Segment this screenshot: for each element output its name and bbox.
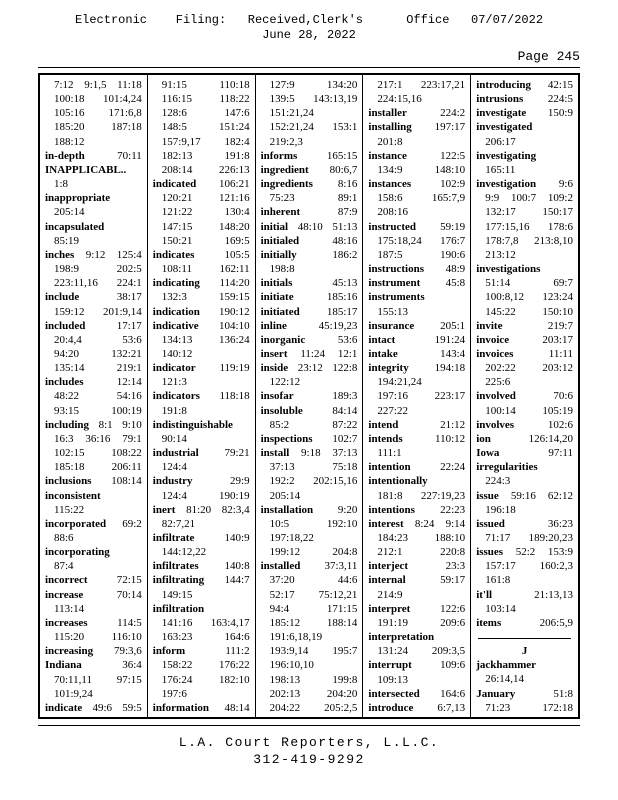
index-continuation-line: 122:12 <box>269 376 301 389</box>
index-entry-line: inherent 87:9 <box>260 206 358 219</box>
index-entry-line: instance 122:5 <box>368 149 466 162</box>
index-continuation-line: 188:12 <box>54 135 85 148</box>
index-entry-line: including 8:1 9:10 <box>45 418 142 431</box>
index-entry-line: initiated 185:17 <box>260 305 358 318</box>
index-continuation-line: 214:9 <box>377 588 403 601</box>
index-entry-line: inline 45:19,23 <box>260 319 358 332</box>
index-continuation-line: 196:18 <box>485 503 516 516</box>
index-entry-line: instructions 48:9 <box>368 263 466 276</box>
index-entry-line: issued 36:23 <box>476 517 573 530</box>
index-continuation-line: 52:17 75:12,21 <box>269 588 358 601</box>
index-entry-line: indistinguishable <box>152 418 233 431</box>
index-continuation-line: 181:8 227:19,23 <box>377 489 466 502</box>
index-continuation-line: 212:1 220:8 <box>377 546 466 559</box>
index-continuation-line: 26:14,14 <box>485 673 524 686</box>
index-entry-line: internal 59:17 <box>368 574 466 587</box>
index-continuation-line: 197:18,22 <box>269 532 314 544</box>
index-continuation-line: 202:13 204:20 <box>269 687 358 700</box>
index-entry-line: increasing 79:3,6 <box>45 645 142 658</box>
index-continuation-line: 113:14 <box>54 602 85 615</box>
index-entry-line: Indiana 36:4 <box>45 659 142 672</box>
index-entry-line: infiltrates 140:8 <box>152 560 250 573</box>
index-entry-line: infiltrating 144:7 <box>152 574 250 587</box>
index-entry-line: installed 37:3,11 <box>260 560 358 573</box>
index-continuation-line: 193:9,14 195:7 <box>269 645 358 658</box>
index-entry-line: intersected 164:6 <box>368 687 466 700</box>
index-entry-line: intention 22:24 <box>368 461 466 474</box>
efiling-stamp <box>38 13 580 43</box>
index-continuation-line: 185:12 188:14 <box>269 616 358 629</box>
index-continuation-line: 93:15 100:19 <box>54 404 142 417</box>
reporter-company: L.A. Court Reporters, L.L.C. <box>178 735 440 750</box>
index-entry-line: inclusions 108:14 <box>45 475 142 488</box>
index-continuation-line: 121:22 130:4 <box>161 206 250 219</box>
index-continuation-line: 75:23 89:1 <box>269 192 358 205</box>
index-entry-line: irregularities <box>476 461 538 474</box>
index-entry-line: ingredient 80:6,7 <box>260 163 358 176</box>
index-entry-line: issues 52:2 153:9 <box>476 546 573 559</box>
index-continuation-line: 206:17 <box>485 135 516 148</box>
index-entry-line: investigating <box>476 149 537 162</box>
index-continuation-line: 213:12 <box>485 248 516 261</box>
index-continuation-line: 196:10,10 <box>269 659 314 672</box>
index-continuation-line: 224:3 <box>485 475 511 488</box>
index-entry-line: inspections 102:7 <box>260 432 358 445</box>
index-continuation-line: 131:24 209:3,5 <box>377 645 466 658</box>
index-continuation-line: 198:13 199:8 <box>269 673 358 686</box>
index-continuation-line: 197:6 <box>161 687 187 700</box>
index-entry-line: invoice 203:17 <box>476 333 573 346</box>
index-entry-line: installing 197:17 <box>368 121 466 134</box>
word-index-box <box>38 73 580 719</box>
index-continuation-line: 165:11 <box>485 163 516 176</box>
index-entry-line: Iowa 97:11 <box>476 447 573 460</box>
index-entry-line: installation 9:20 <box>260 503 358 516</box>
index-continuation-line: 159:12 201:9,14 <box>54 305 142 318</box>
index-entry-line: invoices 11:11 <box>476 347 573 360</box>
index-entry-line: indicative 104:10 <box>152 319 250 332</box>
index-entry-line: indicate 49:6 59:5 <box>45 701 142 714</box>
index-entry-line: investigate 150:9 <box>476 107 573 120</box>
index-entry-line: incorporated 69:2 <box>45 517 142 530</box>
index-entry-line: insofar 189:3 <box>260 390 358 403</box>
index-entry-line: included 17:17 <box>45 319 142 332</box>
index-continuation-line: 10:5 192:10 <box>269 517 358 530</box>
section-letter: J <box>521 645 528 658</box>
index-continuation-line: 155:13 <box>377 305 408 318</box>
index-entry-line: jackhammer <box>476 659 537 672</box>
page-number: Page 245 <box>517 49 580 64</box>
index-continuation-line: 102:15 108:22 <box>54 447 142 460</box>
index-continuation-line: 90:14 <box>161 432 187 445</box>
index-entry-line: invite 219:7 <box>476 319 573 332</box>
index-continuation-line: 202:22 203:12 <box>485 362 573 375</box>
index-entry-line: insoluble 84:14 <box>260 404 358 417</box>
index-continuation-line: 132:17 150:17 <box>485 206 573 219</box>
index-continuation-line: 176:24 182:10 <box>161 673 250 686</box>
index-column <box>147 75 255 717</box>
index-entry-line: investigation 9:6 <box>476 178 573 191</box>
index-continuation-line: 51:14 69:7 <box>485 277 573 290</box>
index-continuation-line: 20:4,4 53:6 <box>54 333 142 346</box>
index-continuation-line: 182:13 191:8 <box>161 149 250 162</box>
index-entry-line: initials 45:13 <box>260 277 358 290</box>
index-column <box>40 75 147 717</box>
index-continuation-line: 134:13 136:24 <box>161 333 250 346</box>
index-entry-line: intentionally <box>368 475 428 488</box>
index-entry-line: initialed 48:16 <box>260 234 358 247</box>
index-entry-line: interest 8:24 9:14 <box>368 517 466 530</box>
index-continuation-line: 139:5 143:13,19 <box>269 93 358 106</box>
index-continuation-line: 198:8 <box>269 263 295 276</box>
header-rule <box>38 67 580 68</box>
index-entry-line: intends 110:12 <box>368 432 466 445</box>
index-continuation-line: 91:15 110:18 <box>161 79 250 91</box>
index-entry-line: inconsistent <box>45 489 101 502</box>
index-entry-line: interpret 122:6 <box>368 602 466 615</box>
index-entry-line: inside 23:12 122:8 <box>260 362 358 375</box>
index-continuation-line: 163:23 164:6 <box>161 631 250 644</box>
index-continuation-line: 177:15,16 178:6 <box>485 220 573 233</box>
index-entry-line: infiltration <box>152 602 205 615</box>
index-entry-line: initially 186:2 <box>260 248 358 261</box>
index-continuation-line: 145:22 150:10 <box>485 305 573 318</box>
index-entry-line: incorporating <box>45 546 110 559</box>
index-continuation-line: 127:9 134:20 <box>269 79 358 91</box>
index-entry-line: initiate 185:16 <box>260 291 358 304</box>
index-continuation-line: 192:2 202:15,16 <box>269 475 358 488</box>
index-continuation-line: 71:17 189:20,23 <box>485 532 573 544</box>
index-entry-line: involves 102:6 <box>476 418 573 431</box>
index-continuation-line: 9:9 100:7 109:2 <box>485 192 573 205</box>
index-entry-line: installer 224:2 <box>368 107 466 120</box>
index-entry-line: indicators 118:18 <box>152 390 250 403</box>
index-continuation-line: 70:11,11 97:15 <box>54 673 142 686</box>
index-continuation-line: 201:8 <box>377 135 403 148</box>
index-continuation-line: 219:2,3 <box>269 135 303 148</box>
efiling-stamp-line2: June 28, 2022 <box>262 28 356 42</box>
index-continuation-line: 85:2 87:22 <box>269 418 358 431</box>
index-continuation-line: 134:9 148:10 <box>377 163 466 176</box>
index-entry-line: incapsulated <box>45 220 105 233</box>
index-continuation-line: 94:20 132:21 <box>54 347 142 360</box>
index-entry-line: indicated 106:21 <box>152 178 250 191</box>
index-continuation-line: 108:11 162:11 <box>161 263 250 276</box>
index-continuation-line: 100:14 105:19 <box>485 404 573 417</box>
index-continuation-line: 161:8 <box>485 574 511 587</box>
index-continuation-line: 100:8,12 123:24 <box>485 291 573 304</box>
index-continuation-line: 100:18 101:4,24 <box>54 93 142 106</box>
index-continuation-line: 151:21,24 <box>269 107 314 120</box>
index-entry-line: insert 11:24 12:1 <box>260 347 358 360</box>
index-continuation-line: 199:12 204:8 <box>269 546 358 559</box>
index-continuation-line: 141:16 163:4,17 <box>161 616 250 629</box>
index-continuation-line: 37:13 75:18 <box>269 461 358 474</box>
index-continuation-line: 157:17 160:2,3 <box>485 560 573 573</box>
index-entry-line: ingredients 8:16 <box>260 178 358 191</box>
index-continuation-line: 208:16 <box>377 206 408 219</box>
reporter-phone: 312-419-9292 <box>253 752 365 767</box>
index-entry-line: indication 190:12 <box>152 305 250 318</box>
index-entry-line: introducing 42:15 <box>476 79 573 91</box>
index-entry-line: interject 23:3 <box>368 560 466 573</box>
index-continuation-line: 147:15 148:20 <box>161 220 250 233</box>
index-entry-line: instruments <box>368 291 425 304</box>
index-continuation-line: 88:6 <box>54 532 74 544</box>
index-entry-line: INAPPLICABL.. <box>45 163 127 176</box>
index-continuation-line: 205:14 <box>54 206 85 219</box>
index-continuation-line: 121:3 <box>161 376 187 389</box>
index-continuation-line: 124:4 190:19 <box>161 489 250 502</box>
index-continuation-line: 37:20 44:6 <box>269 574 358 587</box>
index-entry-line: indicator 119:19 <box>152 362 250 375</box>
index-continuation-line: 184:23 188:10 <box>377 532 466 544</box>
index-entry-line: intend 21:12 <box>368 418 466 431</box>
index-entry-line: inert 81:20 82:3,4 <box>152 503 250 516</box>
index-continuation-line: 103:14 <box>485 602 516 615</box>
index-entry-line: investigated <box>476 121 533 134</box>
index-column <box>255 75 363 717</box>
index-continuation-line: 204:22 205:2,5 <box>269 701 358 714</box>
index-continuation-line: 140:12 <box>161 347 193 360</box>
index-entry-line: investigations <box>476 263 541 276</box>
index-entry-line: in-depth 70:11 <box>45 149 142 162</box>
index-continuation-line: 175:18,24 176:7 <box>377 234 466 247</box>
index-continuation-line: 1:8 <box>54 178 69 191</box>
index-continuation-line: 191:6,18,19 <box>269 631 323 644</box>
index-continuation-line: 225:6 <box>485 376 511 389</box>
index-continuation-line: 115:22 <box>54 503 85 516</box>
efiling-stamp-line1: Electronic Filing: Received,Clerk's Office 07/07/2022 <box>74 13 544 27</box>
index-continuation-line: 185:20 187:18 <box>54 121 142 134</box>
index-continuation-line: 227:22 <box>377 404 408 417</box>
index-entry-line: integrity 194:18 <box>368 362 466 375</box>
index-continuation-line: 82:7,21 <box>161 517 196 530</box>
index-continuation-line: 194:21,24 <box>377 376 422 389</box>
index-entry-line: informs 165:15 <box>260 149 358 162</box>
index-continuation-line: 198:9 202:5 <box>54 263 142 276</box>
index-entry-line: indicates 105:5 <box>152 248 250 261</box>
index-entry-line: inorganic 53:6 <box>260 333 358 346</box>
index-entry-line: incorrect 72:15 <box>45 574 142 587</box>
index-entry-line: instructed 59:19 <box>368 220 466 233</box>
index-continuation-line: 205:14 <box>269 489 301 502</box>
index-continuation-line: 85:19 <box>54 234 80 247</box>
index-entry-line: install 9:18 37:13 <box>260 447 358 460</box>
index-entry-line: interrupt 109:6 <box>368 659 466 672</box>
index-continuation-line: 132:3 159:15 <box>161 291 250 304</box>
index-entry-line: initial 48:10 51:13 <box>260 220 358 233</box>
index-continuation-line: 158:6 165:7,9 <box>377 192 466 205</box>
index-continuation-line: 71:23 172:18 <box>485 701 573 714</box>
index-continuation-line: 224:15,16 <box>377 93 422 106</box>
index-entry-line: introduce 6:7,13 <box>368 701 466 714</box>
index-entry-line: January 51:8 <box>476 687 573 700</box>
index-continuation-line: 120:21 121:16 <box>161 192 250 205</box>
index-entry-line: it'll 21:13,13 <box>476 588 573 601</box>
index-entry-line: intrusions 224:5 <box>476 93 573 106</box>
index-continuation-line: 148:5 151:24 <box>161 121 250 134</box>
index-continuation-line: 191:8 <box>161 404 187 417</box>
index-continuation-line: 144:12,22 <box>161 546 207 559</box>
index-continuation-line: 187:5 190:6 <box>377 248 466 261</box>
index-continuation-line: 208:14 226:13 <box>161 163 250 176</box>
index-entry-line: include 38:17 <box>45 291 142 304</box>
index-continuation-line: 109:13 <box>377 673 408 686</box>
index-entry-line: instrument 45:8 <box>368 277 466 290</box>
index-entry-line: inches 9:12 125:4 <box>45 248 142 261</box>
index-entry-line: intentions 22:23 <box>368 503 466 516</box>
index-entry-line: instances 102:9 <box>368 178 466 191</box>
index-entry-line: involved 70:6 <box>476 390 573 403</box>
section-divider <box>478 638 571 639</box>
index-continuation-line: 135:14 219:1 <box>54 362 142 375</box>
index-continuation-line: 158:22 176:22 <box>161 659 250 672</box>
index-continuation-line: 197:16 223:17 <box>377 390 466 403</box>
index-entry-line: includes 12:14 <box>45 376 142 389</box>
index-entry-line: inappropriate <box>45 192 111 205</box>
index-entry-line: items 206:5,9 <box>476 616 573 629</box>
index-continuation-line: 116:15 118:22 <box>161 93 250 106</box>
index-entry-line: interpretation <box>368 631 435 644</box>
index-entry-line: inform 111:2 <box>152 645 250 658</box>
index-continuation-line: 101:9,24 <box>54 687 93 700</box>
index-entry-line: intact 191:24 <box>368 333 466 346</box>
index-continuation-line: 152:21,24 153:1 <box>269 121 358 134</box>
index-continuation-line: 178:7,8 213:8,10 <box>485 234 573 247</box>
index-entry-line: issue 59:16 62:12 <box>476 489 573 502</box>
index-continuation-line: 124:4 <box>161 461 187 474</box>
index-continuation-line: 191:19 209:6 <box>377 616 466 629</box>
index-entry-line: intake 143:4 <box>368 347 466 360</box>
index-continuation-line: 115:20 116:10 <box>54 631 142 644</box>
index-continuation-line: 87:4 <box>54 560 74 573</box>
index-entry-line: increases 114:5 <box>45 616 142 629</box>
index-entry-line: industrial 79:21 <box>152 447 250 460</box>
index-entry-line: information 48:14 <box>152 701 250 714</box>
index-continuation-line: 157:9,17 182:4 <box>161 135 250 148</box>
index-column <box>470 75 578 717</box>
index-continuation-line: 217:1 223:17,21 <box>377 79 466 91</box>
index-continuation-line: 185:18 206:11 <box>54 461 142 474</box>
index-entry-line: increase 70:14 <box>45 588 142 601</box>
index-continuation-line: 111:1 <box>377 447 402 460</box>
index-continuation-line: 223:11,16 224:1 <box>54 277 142 290</box>
index-continuation-line: 105:16 171:6,8 <box>54 107 142 120</box>
index-continuation-line: 149:15 <box>161 588 193 601</box>
footer-rule <box>38 725 580 726</box>
index-entry-line: indicating 114:20 <box>152 277 250 290</box>
index-entry-line: infiltrate 140:9 <box>152 532 250 544</box>
index-continuation-line: 128:6 147:6 <box>161 107 250 120</box>
index-continuation-line: 48:22 54:16 <box>54 390 142 403</box>
index-entry-line: insurance 205:1 <box>368 319 466 332</box>
index-continuation-line: 94:4 171:15 <box>269 602 358 615</box>
index-continuation-line: 7:12 9:1,5 11:18 <box>54 79 142 91</box>
index-entry-line: ion 126:14,20 <box>476 432 573 445</box>
index-continuation-line: 150:21 169:5 <box>161 234 250 247</box>
index-continuation-line: 16:3 36:16 79:1 <box>54 432 142 445</box>
index-entry-line: industry 29:9 <box>152 475 250 488</box>
index-column <box>362 75 470 717</box>
